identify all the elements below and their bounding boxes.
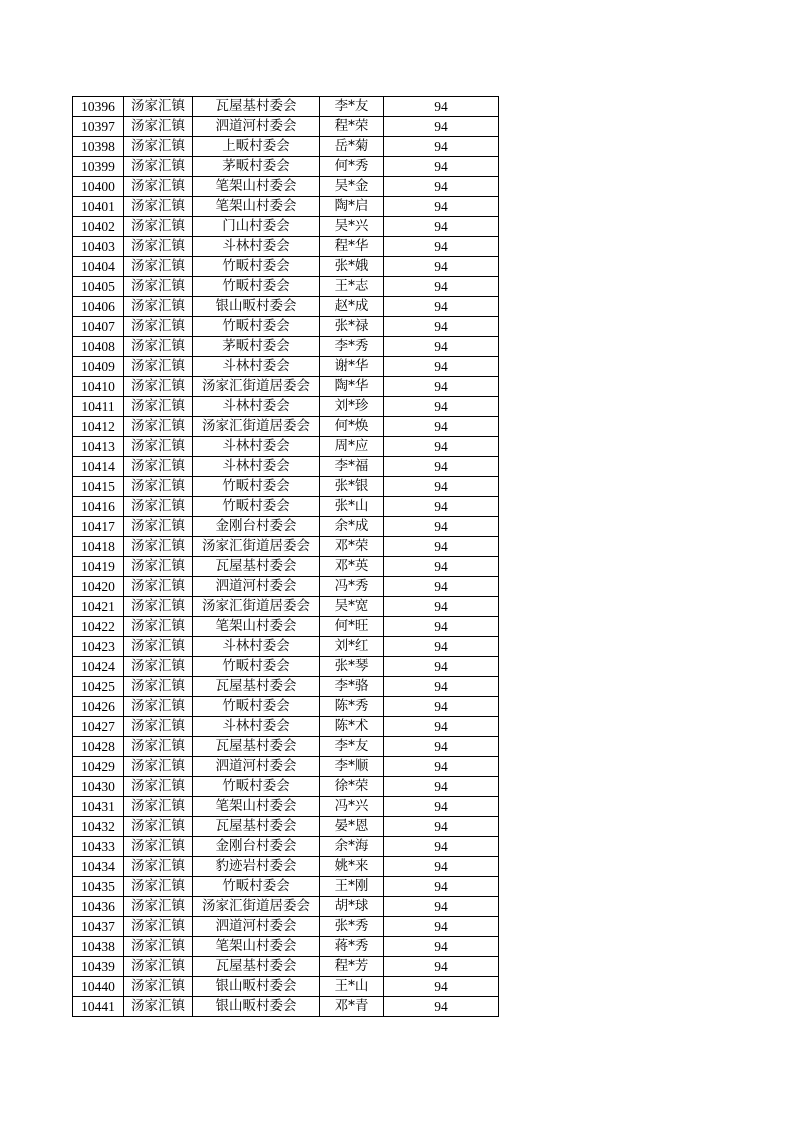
score-cell: 94	[384, 177, 499, 197]
table-row	[73, 637, 499, 657]
committee-cell: 瓦屋基村委会	[193, 817, 320, 837]
table-row	[73, 277, 499, 297]
row-id-cell: 10423	[73, 637, 124, 657]
town-cell: 汤家汇镇	[124, 537, 193, 557]
row-id-cell: 10415	[73, 477, 124, 497]
row-id-cell: 10421	[73, 597, 124, 617]
town-cell: 汤家汇镇	[124, 317, 193, 337]
score-cell: 94	[384, 677, 499, 697]
town-cell: 汤家汇镇	[124, 337, 193, 357]
name-cell: 赵*成	[320, 297, 384, 317]
row-id-cell: 10427	[73, 717, 124, 737]
row-id-cell: 10425	[73, 677, 124, 697]
row-id-cell: 10414	[73, 457, 124, 477]
town-cell: 汤家汇镇	[124, 837, 193, 857]
table-row	[73, 157, 499, 177]
row-id-cell: 10406	[73, 297, 124, 317]
name-cell: 姚*来	[320, 857, 384, 877]
town-cell: 汤家汇镇	[124, 917, 193, 937]
town-cell: 汤家汇镇	[124, 297, 193, 317]
town-cell: 汤家汇镇	[124, 137, 193, 157]
score-cell: 94	[384, 797, 499, 817]
table-row	[73, 737, 499, 757]
committee-cell: 上畈村委会	[193, 137, 320, 157]
score-cell: 94	[384, 437, 499, 457]
row-id-cell: 10399	[73, 157, 124, 177]
table-row	[73, 417, 499, 437]
committee-cell: 竹畈村委会	[193, 657, 320, 677]
row-id-cell: 10439	[73, 957, 124, 977]
score-cell: 94	[384, 117, 499, 137]
score-cell: 94	[384, 517, 499, 537]
score-cell: 94	[384, 337, 499, 357]
row-id-cell: 10403	[73, 237, 124, 257]
score-cell: 94	[384, 617, 499, 637]
name-cell: 晏*恩	[320, 817, 384, 837]
table-row	[73, 457, 499, 477]
name-cell: 李*友	[320, 97, 384, 117]
table-row	[73, 897, 499, 917]
row-id-cell: 10408	[73, 337, 124, 357]
town-cell: 汤家汇镇	[124, 957, 193, 977]
committee-cell: 笔架山村委会	[193, 937, 320, 957]
committee-cell: 豹迹岩村委会	[193, 857, 320, 877]
row-id-cell: 10422	[73, 617, 124, 637]
town-cell: 汤家汇镇	[124, 677, 193, 697]
town-cell: 汤家汇镇	[124, 497, 193, 517]
row-id-cell: 10430	[73, 777, 124, 797]
table-row	[73, 697, 499, 717]
score-cell: 94	[384, 397, 499, 417]
score-cell: 94	[384, 577, 499, 597]
name-cell: 邓*荣	[320, 537, 384, 557]
table-row	[73, 397, 499, 417]
committee-cell: 银山畈村委会	[193, 997, 320, 1017]
name-cell: 张*琴	[320, 657, 384, 677]
name-cell: 邓*英	[320, 557, 384, 577]
name-cell: 冯*兴	[320, 797, 384, 817]
committee-cell: 斗林村委会	[193, 457, 320, 477]
name-cell: 岳*菊	[320, 137, 384, 157]
name-cell: 谢*华	[320, 357, 384, 377]
table-row	[73, 757, 499, 777]
row-id-cell: 10433	[73, 837, 124, 857]
score-cell: 94	[384, 857, 499, 877]
name-cell: 程*芳	[320, 957, 384, 977]
town-cell: 汤家汇镇	[124, 797, 193, 817]
score-cell: 94	[384, 457, 499, 477]
name-cell: 李*友	[320, 737, 384, 757]
name-cell: 陈*秀	[320, 697, 384, 717]
score-cell: 94	[384, 197, 499, 217]
table-row	[73, 237, 499, 257]
name-cell: 张*禄	[320, 317, 384, 337]
score-cell: 94	[384, 997, 499, 1017]
town-cell: 汤家汇镇	[124, 717, 193, 737]
table-row	[73, 617, 499, 637]
row-id-cell: 10411	[73, 397, 124, 417]
score-cell: 94	[384, 757, 499, 777]
row-id-cell: 10418	[73, 537, 124, 557]
name-cell: 张*山	[320, 497, 384, 517]
table-row	[73, 317, 499, 337]
committee-cell: 斗林村委会	[193, 637, 320, 657]
table-row	[73, 217, 499, 237]
table-row	[73, 577, 499, 597]
score-cell: 94	[384, 737, 499, 757]
town-cell: 汤家汇镇	[124, 777, 193, 797]
name-cell: 余*海	[320, 837, 384, 857]
table-row	[73, 137, 499, 157]
town-cell: 汤家汇镇	[124, 397, 193, 417]
town-cell: 汤家汇镇	[124, 437, 193, 457]
table-row	[73, 437, 499, 457]
town-cell: 汤家汇镇	[124, 157, 193, 177]
row-id-cell: 10432	[73, 817, 124, 837]
score-cell: 94	[384, 897, 499, 917]
name-cell: 刘*珍	[320, 397, 384, 417]
table-row	[73, 657, 499, 677]
town-cell: 汤家汇镇	[124, 477, 193, 497]
town-cell: 汤家汇镇	[124, 417, 193, 437]
committee-cell: 银山畈村委会	[193, 977, 320, 997]
score-cell: 94	[384, 937, 499, 957]
committee-cell: 汤家汇街道居委会	[193, 377, 320, 397]
name-cell: 蒋*秀	[320, 937, 384, 957]
name-cell: 李*顺	[320, 757, 384, 777]
table-row	[73, 377, 499, 397]
name-cell: 程*荣	[320, 117, 384, 137]
score-cell: 94	[384, 697, 499, 717]
town-cell: 汤家汇镇	[124, 897, 193, 917]
town-cell: 汤家汇镇	[124, 517, 193, 537]
committee-cell: 茅畈村委会	[193, 337, 320, 357]
committee-cell: 笔架山村委会	[193, 177, 320, 197]
name-cell: 何*秀	[320, 157, 384, 177]
table-row	[73, 857, 499, 877]
town-cell: 汤家汇镇	[124, 97, 193, 117]
committee-cell: 金刚台村委会	[193, 837, 320, 857]
committee-cell: 瓦屋基村委会	[193, 737, 320, 757]
table-row	[73, 257, 499, 277]
score-cell: 94	[384, 357, 499, 377]
committee-cell: 门山村委会	[193, 217, 320, 237]
row-id-cell: 10435	[73, 877, 124, 897]
town-cell: 汤家汇镇	[124, 817, 193, 837]
row-id-cell: 10398	[73, 137, 124, 157]
table-row	[73, 717, 499, 737]
table-row	[73, 877, 499, 897]
score-cell: 94	[384, 297, 499, 317]
score-cell: 94	[384, 417, 499, 437]
score-cell: 94	[384, 277, 499, 297]
row-id-cell: 10420	[73, 577, 124, 597]
score-cell: 94	[384, 557, 499, 577]
row-id-cell: 10424	[73, 657, 124, 677]
row-id-cell: 10402	[73, 217, 124, 237]
committee-cell: 斗林村委会	[193, 437, 320, 457]
row-id-cell: 10428	[73, 737, 124, 757]
town-cell: 汤家汇镇	[124, 177, 193, 197]
town-cell: 汤家汇镇	[124, 217, 193, 237]
committee-cell: 汤家汇街道居委会	[193, 417, 320, 437]
town-cell: 汤家汇镇	[124, 577, 193, 597]
name-cell: 王*刚	[320, 877, 384, 897]
name-cell: 陶*华	[320, 377, 384, 397]
score-cell: 94	[384, 317, 499, 337]
town-cell: 汤家汇镇	[124, 877, 193, 897]
row-id-cell: 10440	[73, 977, 124, 997]
table-row	[73, 357, 499, 377]
committee-cell: 竹畈村委会	[193, 317, 320, 337]
town-cell: 汤家汇镇	[124, 857, 193, 877]
score-cell: 94	[384, 977, 499, 997]
row-id-cell: 10419	[73, 557, 124, 577]
table-row	[73, 477, 499, 497]
committee-cell: 银山畈村委会	[193, 297, 320, 317]
committee-cell: 瓦屋基村委会	[193, 97, 320, 117]
row-id-cell: 10405	[73, 277, 124, 297]
row-id-cell: 10438	[73, 937, 124, 957]
row-id-cell: 10410	[73, 377, 124, 397]
table-row	[73, 937, 499, 957]
score-cell: 94	[384, 817, 499, 837]
row-id-cell: 10400	[73, 177, 124, 197]
score-cell: 94	[384, 97, 499, 117]
score-cell: 94	[384, 837, 499, 857]
name-cell: 冯*秀	[320, 577, 384, 597]
committee-cell: 竹畈村委会	[193, 777, 320, 797]
committee-cell: 竹畈村委会	[193, 257, 320, 277]
table-row	[73, 117, 499, 137]
row-id-cell: 10404	[73, 257, 124, 277]
town-cell: 汤家汇镇	[124, 737, 193, 757]
name-cell: 王*志	[320, 277, 384, 297]
name-cell: 张*银	[320, 477, 384, 497]
name-cell: 王*山	[320, 977, 384, 997]
table-row	[73, 177, 499, 197]
score-cell: 94	[384, 497, 499, 517]
table-row	[73, 557, 499, 577]
town-cell: 汤家汇镇	[124, 937, 193, 957]
town-cell: 汤家汇镇	[124, 697, 193, 717]
roster-table-body	[73, 97, 499, 1017]
score-cell: 94	[384, 957, 499, 977]
table-row	[73, 597, 499, 617]
score-cell: 94	[384, 377, 499, 397]
row-id-cell: 10397	[73, 117, 124, 137]
score-cell: 94	[384, 917, 499, 937]
town-cell: 汤家汇镇	[124, 277, 193, 297]
row-id-cell: 10434	[73, 857, 124, 877]
score-cell: 94	[384, 877, 499, 897]
town-cell: 汤家汇镇	[124, 457, 193, 477]
table-row	[73, 197, 499, 217]
score-cell: 94	[384, 157, 499, 177]
committee-cell: 笔架山村委会	[193, 197, 320, 217]
table-row	[73, 337, 499, 357]
name-cell: 吴*兴	[320, 217, 384, 237]
name-cell: 刘*红	[320, 637, 384, 657]
row-id-cell: 10429	[73, 757, 124, 777]
score-cell: 94	[384, 257, 499, 277]
table-row	[73, 677, 499, 697]
row-id-cell: 10436	[73, 897, 124, 917]
town-cell: 汤家汇镇	[124, 997, 193, 1017]
town-cell: 汤家汇镇	[124, 657, 193, 677]
town-cell: 汤家汇镇	[124, 197, 193, 217]
name-cell: 余*成	[320, 517, 384, 537]
town-cell: 汤家汇镇	[124, 637, 193, 657]
table-row	[73, 497, 499, 517]
score-cell: 94	[384, 237, 499, 257]
committee-cell: 斗林村委会	[193, 397, 320, 417]
row-id-cell: 10416	[73, 497, 124, 517]
row-id-cell: 10401	[73, 197, 124, 217]
table-row	[73, 837, 499, 857]
score-cell: 94	[384, 637, 499, 657]
town-cell: 汤家汇镇	[124, 357, 193, 377]
committee-cell: 汤家汇街道居委会	[193, 537, 320, 557]
name-cell: 胡*球	[320, 897, 384, 917]
committee-cell: 汤家汇街道居委会	[193, 597, 320, 617]
committee-cell: 竹畈村委会	[193, 277, 320, 297]
committee-cell: 瓦屋基村委会	[193, 557, 320, 577]
committee-cell: 金刚台村委会	[193, 517, 320, 537]
score-cell: 94	[384, 137, 499, 157]
committee-cell: 汤家汇街道居委会	[193, 897, 320, 917]
row-id-cell: 10412	[73, 417, 124, 437]
name-cell: 徐*荣	[320, 777, 384, 797]
table-row	[73, 817, 499, 837]
committee-cell: 斗林村委会	[193, 717, 320, 737]
committee-cell: 笔架山村委会	[193, 797, 320, 817]
row-id-cell: 10413	[73, 437, 124, 457]
name-cell: 张*娥	[320, 257, 384, 277]
table-row	[73, 917, 499, 937]
row-id-cell: 10396	[73, 97, 124, 117]
committee-cell: 笔架山村委会	[193, 617, 320, 637]
town-cell: 汤家汇镇	[124, 377, 193, 397]
row-id-cell: 10431	[73, 797, 124, 817]
town-cell: 汤家汇镇	[124, 117, 193, 137]
row-id-cell: 10437	[73, 917, 124, 937]
name-cell: 程*华	[320, 237, 384, 257]
committee-cell: 泗道河村委会	[193, 757, 320, 777]
committee-cell: 瓦屋基村委会	[193, 957, 320, 977]
score-cell: 94	[384, 597, 499, 617]
table-row	[73, 777, 499, 797]
row-id-cell: 10417	[73, 517, 124, 537]
score-cell: 94	[384, 537, 499, 557]
score-cell: 94	[384, 777, 499, 797]
town-cell: 汤家汇镇	[124, 557, 193, 577]
name-cell: 陶*启	[320, 197, 384, 217]
row-id-cell: 10426	[73, 697, 124, 717]
row-id-cell: 10441	[73, 997, 124, 1017]
name-cell: 陈*术	[320, 717, 384, 737]
name-cell: 李*骆	[320, 677, 384, 697]
score-cell: 94	[384, 217, 499, 237]
score-cell: 94	[384, 717, 499, 737]
name-cell: 周*应	[320, 437, 384, 457]
committee-cell: 竹畈村委会	[193, 477, 320, 497]
roster-table	[72, 96, 499, 1017]
name-cell: 何*旺	[320, 617, 384, 637]
table-row	[73, 297, 499, 317]
name-cell: 吴*金	[320, 177, 384, 197]
name-cell: 吴*宽	[320, 597, 384, 617]
town-cell: 汤家汇镇	[124, 757, 193, 777]
town-cell: 汤家汇镇	[124, 597, 193, 617]
score-cell: 94	[384, 477, 499, 497]
table-row	[73, 997, 499, 1017]
committee-cell: 竹畈村委会	[193, 697, 320, 717]
table-row	[73, 97, 499, 117]
committee-cell: 茅畈村委会	[193, 157, 320, 177]
town-cell: 汤家汇镇	[124, 977, 193, 997]
committee-cell: 竹畈村委会	[193, 497, 320, 517]
committee-cell: 泗道河村委会	[193, 117, 320, 137]
name-cell: 邓*青	[320, 997, 384, 1017]
name-cell: 李*福	[320, 457, 384, 477]
table-row	[73, 537, 499, 557]
committee-cell: 泗道河村委会	[193, 917, 320, 937]
committee-cell: 瓦屋基村委会	[193, 677, 320, 697]
row-id-cell: 10409	[73, 357, 124, 377]
table-row	[73, 977, 499, 997]
committee-cell: 泗道河村委会	[193, 577, 320, 597]
name-cell: 张*秀	[320, 917, 384, 937]
table-row	[73, 797, 499, 817]
town-cell: 汤家汇镇	[124, 257, 193, 277]
table-row	[73, 517, 499, 537]
score-cell: 94	[384, 657, 499, 677]
name-cell: 李*秀	[320, 337, 384, 357]
town-cell: 汤家汇镇	[124, 237, 193, 257]
town-cell: 汤家汇镇	[124, 617, 193, 637]
committee-cell: 斗林村委会	[193, 357, 320, 377]
row-id-cell: 10407	[73, 317, 124, 337]
table-row	[73, 957, 499, 977]
committee-cell: 竹畈村委会	[193, 877, 320, 897]
name-cell: 何*焕	[320, 417, 384, 437]
committee-cell: 斗林村委会	[193, 237, 320, 257]
